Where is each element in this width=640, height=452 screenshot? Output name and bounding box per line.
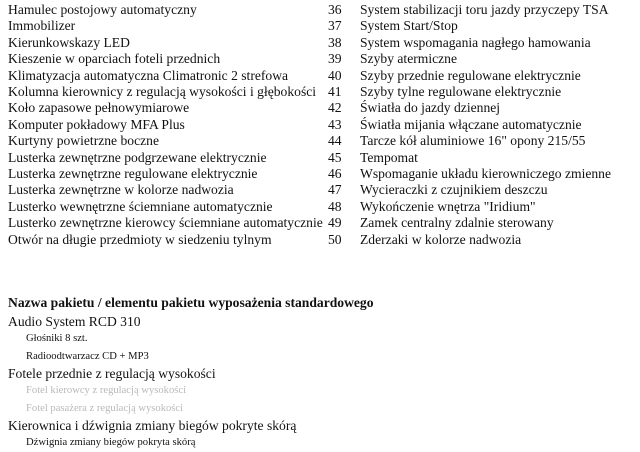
equipment-item-number: 42 [328, 100, 342, 116]
equipment-row [8, 68, 640, 84]
equipment-item-number: 39 [328, 51, 342, 67]
equipment-item-number: 46 [328, 166, 342, 182]
equipment-item-number: 37 [328, 18, 342, 34]
equipment-row [8, 84, 640, 100]
package-subitem: Dźwignia zmiany biegów pokryta skórą [26, 437, 196, 448]
equipment-item-right: Tempomat [360, 149, 418, 165]
equipment-item-right: Wykończenie wnętrza "Iridium" [360, 198, 536, 214]
standard-equipment-section [8, 295, 632, 452]
equipment-item-left: Lusterka zewnętrzne w kolorze nadwozia [8, 182, 234, 198]
equipment-row [8, 182, 640, 198]
equipment-item-number: 38 [328, 34, 342, 50]
equipment-item-right: Szyby przednie regulowane elektrycznie [360, 67, 581, 83]
equipment-item-right: Szyby tylne regulowane elektrycznie [360, 84, 562, 100]
equipment-item-right: System stabilizacji toru jazdy przyczepy TSA [360, 2, 609, 17]
package-name: Audio System RCD 310 [8, 314, 141, 329]
package-list [8, 313, 632, 452]
equipment-item-left: Kurtyny powietrzne boczne [8, 133, 159, 149]
equipment-row [8, 133, 640, 149]
equipment-item-right: System wspomagania nagłego hamowania [360, 34, 591, 50]
equipment-item-left: Kierunkowskazy LED [8, 34, 130, 50]
equipment-row [8, 2, 640, 18]
equipment-item-left: Koło zapasowe pełnowymiarowe [8, 100, 190, 116]
equipment-item-left: Klimatyzacja automatyczna Climatronic 2 strefowa [8, 67, 289, 83]
equipment-item-right: Światła mijania włączane automatycznie [360, 116, 582, 132]
equipment-item-left: Lusterka zewnętrzne regulowane elektrycznie [8, 166, 258, 182]
equipment-item-number: 47 [328, 182, 342, 198]
package-subitem: Fotel pasażera z regulacją wysokości [26, 402, 184, 414]
equipment-item-left: Komputer pokładowy MFA Plus [8, 116, 185, 132]
equipment-row [8, 215, 640, 231]
equipment-item-number: 50 [328, 231, 342, 247]
package-subitem: Fotel kierowcy z regulacją wysokości [26, 385, 187, 396]
equipment-item-number: 49 [328, 215, 342, 231]
equipment-row [8, 100, 640, 116]
equipment-item-right: Zderzaki w kolorze nadwozia [360, 231, 522, 247]
equipment-row [8, 117, 640, 133]
equipment-item-left: Lusterka zewnętrzne podgrzewane elektrycznie [8, 149, 267, 165]
equipment-item-number: 41 [328, 84, 342, 100]
package-subitem: Głośniki 8 szt. [26, 333, 88, 344]
equipment-item-number: 44 [328, 133, 342, 149]
equipment-row [8, 166, 640, 182]
equipment-item-right: Zamek centralny zdalnie sterowany [360, 215, 554, 231]
equipment-row [8, 232, 640, 248]
equipment-item-right: Tarcze kół aluminiowe 16" opony 215/55 [360, 133, 586, 149]
equipment-item-left: Lusterko wewnętrzne ściemniane automatycznie [8, 198, 273, 214]
equipment-item-number: 36 [328, 2, 342, 17]
equipment-item-right: Szyby atermiczne [360, 51, 458, 67]
package-name: Kierownica i dźwignia zmiany biegów pokryte skórą [8, 418, 297, 433]
equipment-item-number: 43 [328, 116, 342, 132]
equipment-item-number: 48 [328, 198, 342, 214]
equipment-row [8, 199, 640, 215]
equipment-item-left: Otwór na długie przedmioty w siedzeniu tylnym [8, 231, 272, 247]
equipment-item-left: Hamulec postojowy automatyczny [8, 2, 197, 17]
equipment-item-right: System Start/Stop [360, 18, 458, 34]
equipment-item-left: Kolumna kierownicy z regulacją wysokości i głębokości [8, 84, 317, 100]
equipment-row [8, 150, 640, 166]
equipment-row [8, 18, 640, 34]
equipment-item-right: Światła do jazdy dziennej [360, 100, 501, 116]
equipment-item-number: 40 [328, 67, 342, 83]
equipment-list [8, 2, 640, 248]
equipment-item-left: Immobilizer [8, 18, 76, 34]
package-subitem: Radioodtwarzacz CD + MP3 [26, 350, 149, 362]
equipment-item-left: Kieszenie w oparciach foteli przednich [8, 51, 221, 67]
package-name: Fotele przednie z regulacją wysokości [8, 366, 216, 381]
standard-section-title: Nazwa pakietu / elementu pakietu wyposażenia standardowego [8, 295, 374, 310]
equipment-item-number: 45 [328, 149, 342, 165]
equipment-item-right: Wycieraczki z czujnikiem deszczu [360, 182, 548, 198]
equipment-item-left: Lusterko zewnętrzne kierowcy ściemniane automatycznie [8, 215, 323, 231]
equipment-row [8, 35, 640, 51]
equipment-item-right: Wspomaganie układu kierowniczego zmienne [360, 166, 612, 182]
equipment-row [8, 51, 640, 67]
